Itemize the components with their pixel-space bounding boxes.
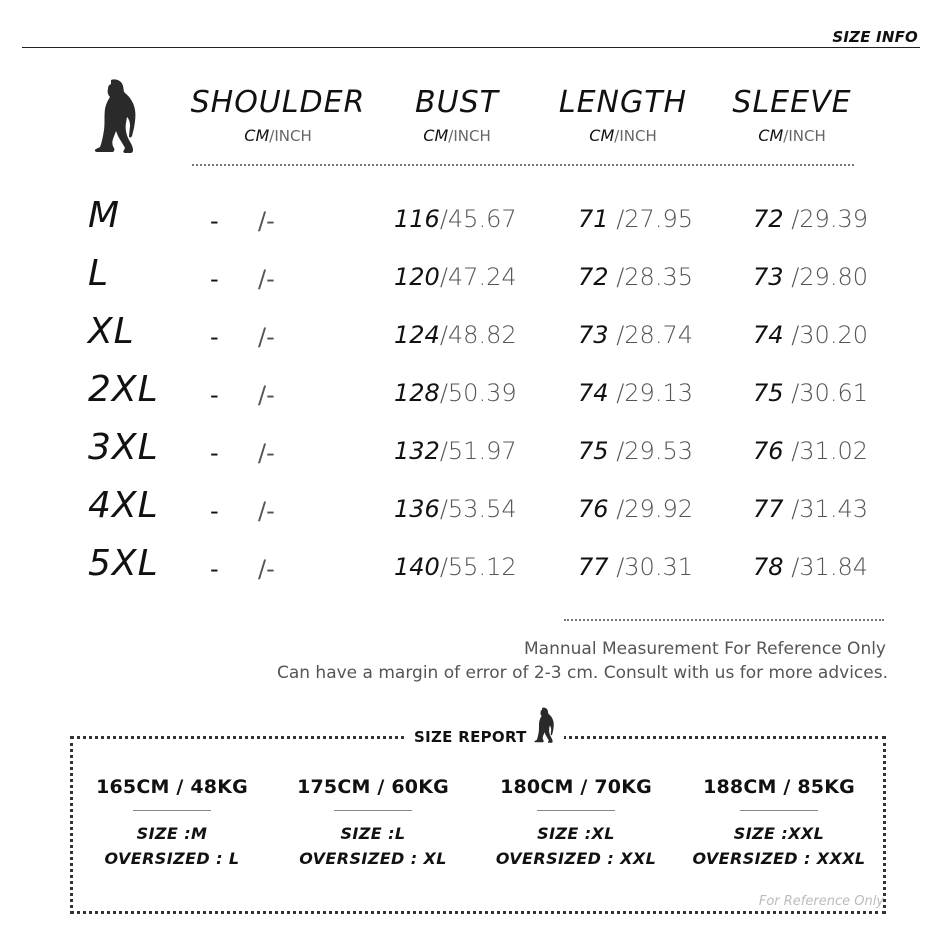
length-value xyxy=(578,436,693,466)
length-cm: 74 xyxy=(578,379,609,407)
model-oversized: OVERSIZED : XL xyxy=(299,849,447,868)
sleeve-cm: 74 xyxy=(753,321,784,349)
bust-cm: 140 xyxy=(394,553,440,581)
sleeve-inch: /31.43 xyxy=(791,495,868,523)
sleeve-value xyxy=(753,378,868,408)
bust-cm: 136 xyxy=(394,495,440,523)
sleeve-value xyxy=(753,204,868,234)
bust-cm: 120 xyxy=(394,263,440,291)
model-divider xyxy=(537,810,615,811)
bust-inch: /50.39 xyxy=(439,379,517,407)
shoulder-inch: /- xyxy=(258,323,275,351)
length-inch: /29.13 xyxy=(616,379,693,407)
shoulder-cm: - xyxy=(210,323,219,351)
sleeve-cm: 77 xyxy=(753,495,784,523)
column-title: LENGTH xyxy=(558,85,688,120)
bust-value xyxy=(394,204,517,234)
sleeve-cm: 78 xyxy=(753,553,784,581)
shoulder-cm: - xyxy=(210,265,219,293)
length-inch: /30.31 xyxy=(616,553,693,581)
shoulder-inch: /- xyxy=(258,439,275,467)
bust-inch: /55.12 xyxy=(439,553,517,581)
header-divider xyxy=(22,47,920,48)
measurement-note: Mannual Measurement For Reference Only xyxy=(524,639,886,659)
sleeve-value xyxy=(753,320,868,350)
length-value xyxy=(578,262,693,292)
bust-value xyxy=(394,494,517,524)
shoulder-cm: - xyxy=(210,439,219,467)
model-stats: 165CM / 48KG xyxy=(96,776,248,798)
shoulder-inch: /- xyxy=(258,381,275,409)
column-unit xyxy=(183,126,373,145)
bust-inch: /45.67 xyxy=(439,205,517,233)
shoulder-inch: /- xyxy=(258,265,275,293)
length-inch: /28.74 xyxy=(616,321,693,349)
size-label: M xyxy=(88,195,121,236)
column-header-length xyxy=(528,86,718,145)
model-size: SIZE :L xyxy=(340,824,406,843)
column-title: BUST xyxy=(415,85,499,120)
header-dotted-divider xyxy=(192,164,854,166)
model-report xyxy=(481,776,671,871)
margin-note: Can have a margin of error of 2-3 cm. Consult with us for more advices. xyxy=(276,663,888,683)
column-title: SHOULDER xyxy=(190,85,366,120)
column-title: SLEEVE xyxy=(732,85,852,120)
length-inch: /27.95 xyxy=(616,205,693,233)
model-oversized: OVERSIZED : L xyxy=(104,849,240,868)
size-label: L xyxy=(88,253,110,294)
model-oversized: OVERSIZED : XXL xyxy=(495,849,657,868)
sleeve-inch: /31.84 xyxy=(791,553,868,581)
length-inch: /29.53 xyxy=(616,437,693,465)
sleeve-cm: 75 xyxy=(753,379,784,407)
length-inch: /29.92 xyxy=(616,495,693,523)
model-report xyxy=(77,776,267,871)
length-cm: 71 xyxy=(578,205,609,233)
sleeve-cm: 73 xyxy=(753,263,784,291)
unit-cm: CM xyxy=(758,126,784,145)
model-size: SIZE :M xyxy=(136,824,208,843)
size-label: XL xyxy=(88,311,135,352)
model-stats: 188CM / 85KG xyxy=(703,776,855,798)
bust-inch: /53.54 xyxy=(439,495,517,523)
size-label: 3XL xyxy=(88,427,159,468)
length-value xyxy=(578,552,693,582)
unit-cm: CM xyxy=(244,126,270,145)
column-unit xyxy=(697,126,887,145)
bust-cm: 124 xyxy=(394,321,440,349)
sleeve-inch: /30.61 xyxy=(791,379,868,407)
length-value xyxy=(578,494,693,524)
model-divider xyxy=(334,810,412,811)
size-label: 4XL xyxy=(88,485,159,526)
sleeve-value xyxy=(753,494,868,524)
sleeve-cm: 72 xyxy=(753,205,784,233)
size-report-header xyxy=(404,694,564,754)
unit-cm: CM xyxy=(589,126,615,145)
column-unit xyxy=(362,126,552,145)
shoulder-inch: /- xyxy=(258,555,275,583)
bust-value xyxy=(394,436,517,466)
unit-inch: /INCH xyxy=(783,127,826,145)
column-unit xyxy=(528,126,718,145)
sleeve-value xyxy=(753,436,868,466)
length-cm: 77 xyxy=(578,553,609,581)
unit-cm: CM xyxy=(423,126,449,145)
unit-inch: /INCH xyxy=(448,127,491,145)
column-header-shoulder xyxy=(183,86,373,145)
bust-value xyxy=(394,320,517,350)
sleeve-inch: /29.80 xyxy=(791,263,868,291)
walking-ape-icon xyxy=(92,78,138,162)
shoulder-cm: - xyxy=(210,207,219,235)
model-divider xyxy=(133,810,211,811)
size-label: 5XL xyxy=(88,543,159,584)
model-oversized: OVERSIZED : XXXL xyxy=(692,849,866,868)
length-value xyxy=(578,204,693,234)
shoulder-cm: - xyxy=(210,497,219,525)
shoulder-cm: - xyxy=(210,381,219,409)
sleeve-value xyxy=(753,552,868,582)
bust-cm: 132 xyxy=(394,437,440,465)
length-cm: 73 xyxy=(578,321,609,349)
walking-ape-icon xyxy=(533,704,555,750)
bust-value xyxy=(394,262,517,292)
size-info-title: SIZE INFO xyxy=(832,28,918,46)
bust-cm: 116 xyxy=(394,205,440,233)
length-value xyxy=(578,320,693,350)
size-report-title: SIZE REPORT xyxy=(414,728,527,746)
shoulder-inch: /- xyxy=(258,207,275,235)
length-value xyxy=(578,378,693,408)
bust-inch: /51.97 xyxy=(439,437,517,465)
unit-inch: /INCH xyxy=(269,127,312,145)
bust-cm: 128 xyxy=(394,379,440,407)
length-cm: 75 xyxy=(578,437,609,465)
reference-footnote: For Reference Only xyxy=(758,894,884,909)
model-size: SIZE :XXL xyxy=(733,824,825,843)
model-report xyxy=(684,776,874,871)
sleeve-inch: /30.20 xyxy=(791,321,868,349)
shoulder-inch: /- xyxy=(258,497,275,525)
bust-value xyxy=(394,378,517,408)
model-stats: 180CM / 70KG xyxy=(500,776,652,798)
model-stats: 175CM / 60KG xyxy=(297,776,449,798)
sleeve-inch: /29.39 xyxy=(791,205,868,233)
bust-inch: /48.82 xyxy=(439,321,517,349)
model-size: SIZE :XL xyxy=(537,824,615,843)
length-inch: /28.35 xyxy=(616,263,693,291)
size-label: 2XL xyxy=(88,369,159,410)
sleeve-inch: /31.02 xyxy=(791,437,868,465)
model-divider xyxy=(740,810,818,811)
sleeve-value xyxy=(753,262,868,292)
bust-value xyxy=(394,552,517,582)
model-report xyxy=(278,776,468,871)
shoulder-cm: - xyxy=(210,555,219,583)
notes-dotted-divider xyxy=(564,619,884,621)
column-header-bust xyxy=(362,86,552,145)
column-header-sleeve xyxy=(697,86,887,145)
length-cm: 72 xyxy=(578,263,609,291)
bust-inch: /47.24 xyxy=(439,263,517,291)
sleeve-cm: 76 xyxy=(753,437,784,465)
length-cm: 76 xyxy=(578,495,609,523)
unit-inch: /INCH xyxy=(614,127,657,145)
